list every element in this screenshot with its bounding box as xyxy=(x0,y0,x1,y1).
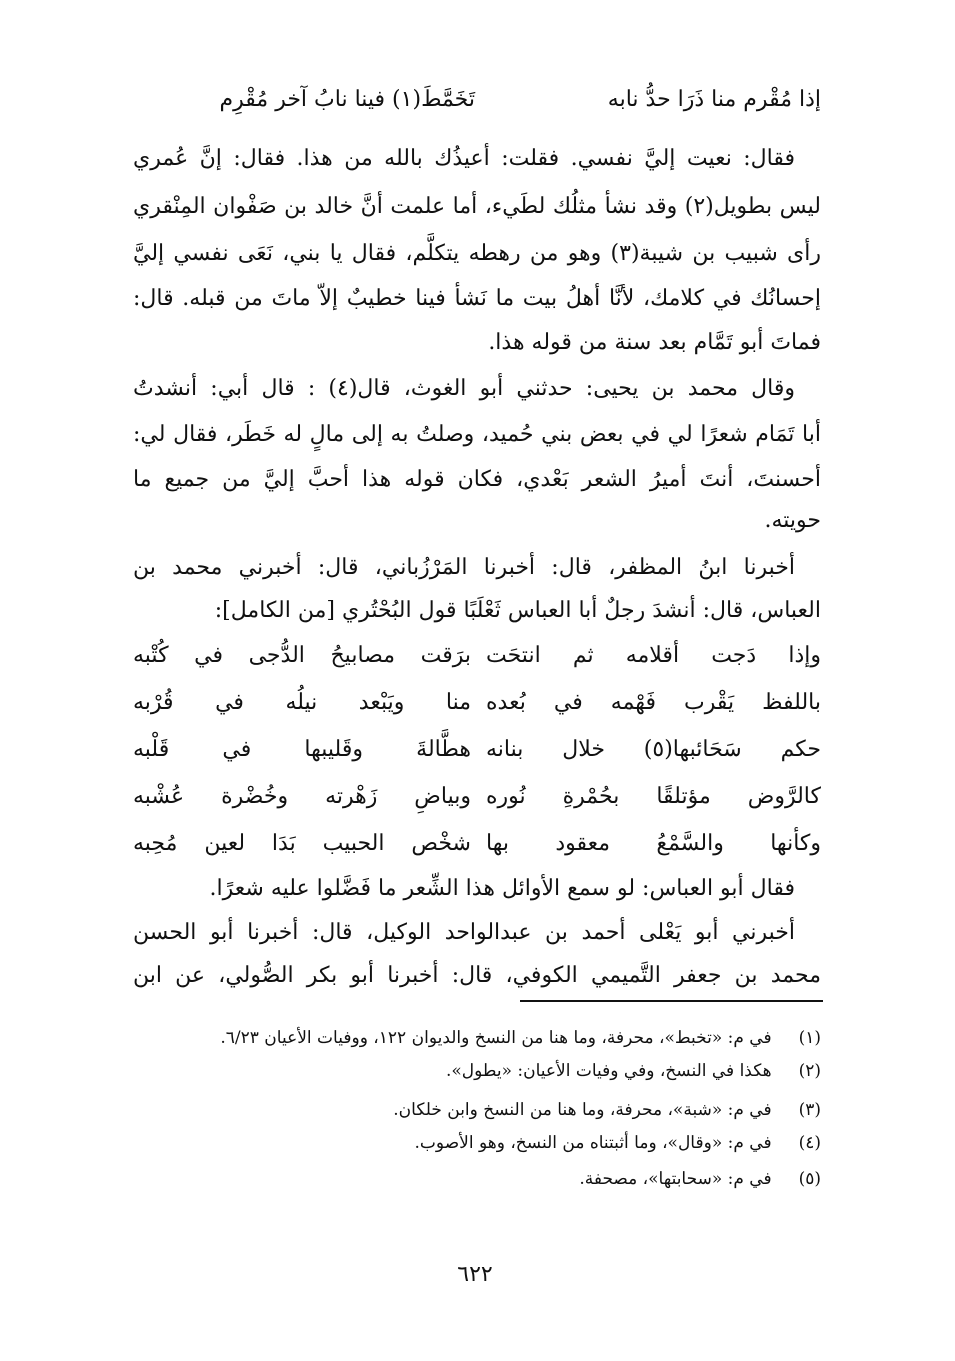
footnote-text: في م: «سحابتها»، مصحفة. xyxy=(579,1169,772,1189)
footnote-text: في م: «وقال»، وما أثبتناه من النسخ، وهو الأصوب. xyxy=(414,1133,772,1153)
body-line: وقال محمد بن يحيى: حدثني أبو الغوث، قال(٤) : قال أبي: أنشدتُ xyxy=(133,376,795,401)
poem-right-hemistich: حكم سَحَائبها(٥) خلال بنانه xyxy=(486,737,821,762)
header-verse-left-hemistich: تَخَمَّطَ(١) فينا نابُ آخر مُقْرِم xyxy=(219,87,475,112)
poem-left-hemistich: برَقت مصابيحُ الدُّجى في كُتْبه xyxy=(133,643,471,668)
body-line: ليس بطويل(٢) وقد نشأ مثلُك لطَيء، أما علمت أنَّ خالد بن صَفْوان المِنْقري xyxy=(133,194,821,219)
footnote-separator xyxy=(520,1000,823,1002)
page-number: ٦٢٢ xyxy=(457,1262,493,1287)
footnote xyxy=(393,1097,821,1123)
body-line: أخبرني أبو يَعْلى أحمد بن عبدالواحد الوكيل، قال: أخبرنا أبو الحسن xyxy=(133,920,795,945)
body-line: العباس، قال: أنشدَ رجلٌ أبا العباس ثَعْلَبًا قول البُحْتُري [من الكامل]: xyxy=(214,598,821,623)
body-line: أبا تَمَام شعرًا لي في بعض بني حُميد، وصلتُ به إلى مالٍ له خَطَر، فقال لي: xyxy=(133,422,821,447)
footnote-number: (٢) xyxy=(798,1061,821,1081)
footnote-text: في م: «تخبط»، محرفة، وما هنا من النسخ والديوان ١٢٢، ووفيات الأعيان ٦/٢٣. xyxy=(220,1028,772,1048)
footnote xyxy=(579,1166,821,1192)
poem-left-hemistich: وبياضِ زَهْرته وخُضْرة عُشْبه xyxy=(133,784,471,809)
poem-left-hemistich: منا ويَبْعد نيلُه في قُرْبه xyxy=(133,690,471,715)
footnote-text: هكذا في النسخ، وفي وفيات الأعيان: «يطول». xyxy=(445,1061,772,1081)
header-verse-right-hemistich: إذا مُقْرم منا ذَرَا حدُّ نابه xyxy=(607,87,821,112)
footnote-text: في م: «شبة»، محرفة، وما هنا من النسخ وابن خلكان. xyxy=(393,1100,772,1120)
body-line: فماتَ أبو تَمَّام بعد سنة من قوله هذا. xyxy=(488,330,821,355)
poem-left-hemistich: شخْص الحبيب بَدَا لعين مُحِبه xyxy=(133,831,471,856)
footnote-number: (٤) xyxy=(798,1133,821,1153)
poem-right-hemistich: وإذا دَجت أقلامه ثم انتحَت xyxy=(486,643,821,668)
body-line: محمد بن جعفر التَّميمي الكوفي، قال: أخبرنا أبو بكر الصُّولي، عن ابن xyxy=(133,963,821,988)
footnote-number: (٥) xyxy=(798,1169,821,1189)
poem-right-hemistich: كالرَّوض مؤتلقًا بحُمْرةِ نُوره xyxy=(486,784,821,809)
footnote-number: (٣) xyxy=(798,1100,821,1120)
footnote xyxy=(446,1058,821,1084)
poem-left-hemistich: هطَّالةَ وقَليبها في قَلْبه xyxy=(133,737,471,762)
footnote xyxy=(220,1025,821,1051)
body-line: أخبرنا ابنُ المظفر، قال: أخبرنا المَرْزُباني، قال: أخبرني محمد بن xyxy=(133,555,795,580)
poem-right-hemistich: باللفظ يَقْرب فَهْمه في بُعده xyxy=(486,690,821,715)
poem-right-hemistich: وكأنها والسَّمْعُ معقود بها xyxy=(486,831,821,856)
footnote-number: (١) xyxy=(798,1028,821,1048)
body-line: إحسانُك في كلامك، لأنَّا أهلُ بيت ما نَشأ فينا خطيبٌ إلاّ ماتَ من قبله. قال: xyxy=(133,286,821,311)
footnote xyxy=(415,1130,821,1156)
body-line: فقال أبو العباس: لو سمع الأوائل هذا الشِّعر ما فَضَّلوا عليه شعرًا. xyxy=(209,876,795,901)
body-line: رأى شبيب بن شيبة(٣) وهو من رهطه يتكلَّم، فقال يا بني، نَعَى نفسي إليَّ xyxy=(133,241,821,266)
body-line: أحسنتَ، أنتَ أميرُ الشعر بَعْدي، فكان قوله هذا أحبَّ إليَّ من جميع ما xyxy=(133,467,821,492)
body-line: فقال: نعيت إليَّ نفسي. فقلت: أعيذُك بالله من هذا. فقال: إنَّ عُمري xyxy=(133,146,795,171)
body-line: حويته. xyxy=(764,508,821,533)
